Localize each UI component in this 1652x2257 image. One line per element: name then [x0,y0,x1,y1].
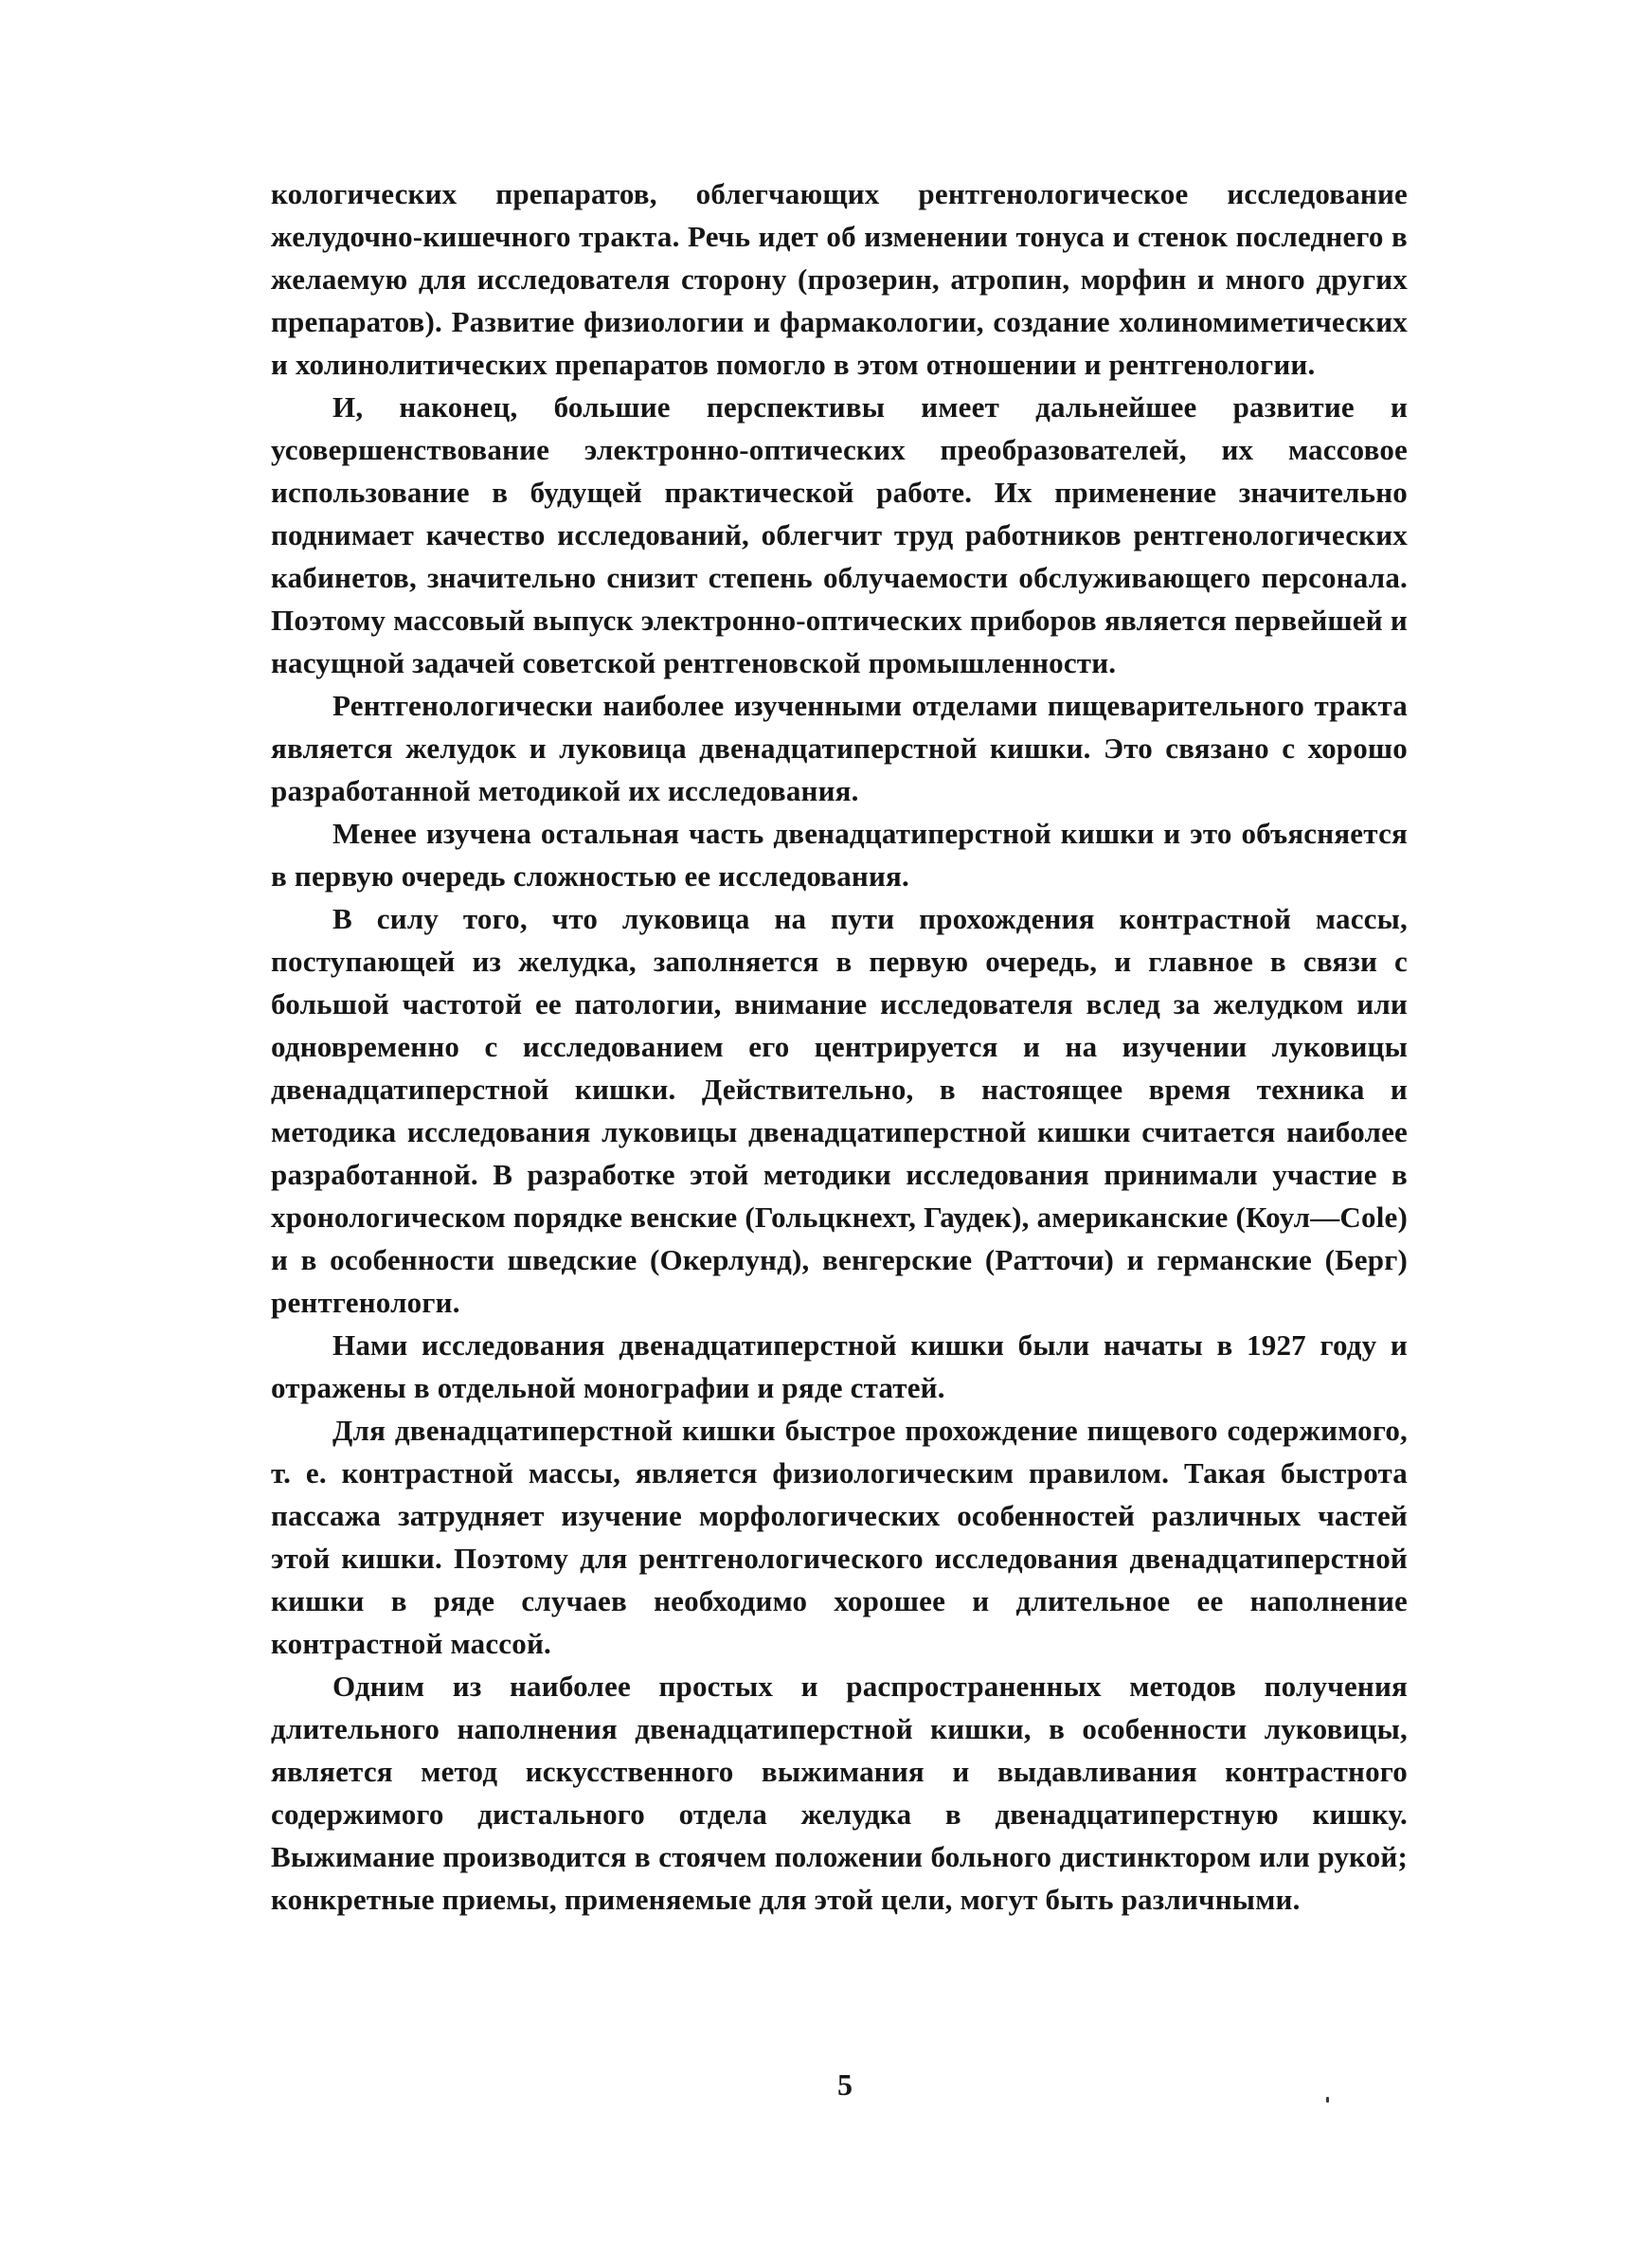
paragraph-continuation: кологических препаратов, облегчающих рентгенологическое исследование желудочно-кишечного тракта. Речь идет об изменении тонуса и стенок последнего в желаемую для исследователя сторону (прозерин, атропин, морфин и много других препаратов). Развитие физиологии и фармакологии, создание холиномиметических и холинолитических препаратов помогло в этом отношении и рентгенологии. [271,177,1408,381]
paragraph: В силу того, что луковица на пути прохождения контрастной массы, поступающей из желудка, заполняется в первую очередь, и главное в связи с большой частотой ее патологии, внимание исследователя вслед за желудком или одновременно с исследованием его центрируется и на изучении луковицы двенадцатиперстной кишки. Действительно, в настоящее время техника и методика исследования луковицы двенадцатиперстной кишки считается наиболее разработанной. В разработке этой методики исследования принимали участие в хронологическом порядке венские (Гольцкнехт, Гаудек), американские (Коул—Cole) и в особенности шведские (Окерлунд), венгерские (Ратточи) и германские (Берг) рентгенологи. [271,902,1408,1319]
body-text [271,172,1408,1921]
paragraph: И, наконец, большие перспективы имеет дальнейшее развитие и усовершенствование электронно-оптических преобразователей, их массовое использование в будущей практической работе. Их применение значительно поднимает качество исследований, облегчит труд работников рентгенологических кабинетов, значительно снизит степень облучаемости обслуживающего персонала. Поэтому массовый выпуск электронно-оптических приборов является первейшей и насущной задачей советской рентгеновской промышленности. [271,390,1408,679]
paragraph: Для двенадцатиперстной кишки быстрое прохождение пищевого содержимого, т. е. контрастной массы, является физиологическим правилом. Такая быстрота пассажа затрудняет изучение морфологических особенностей различных частей этой кишки. Поэтому для рентгенологического исследования двенадцатиперстной кишки в ряде случаев необходимо хорошее и длительное ее наполнение контрастной массой. [271,1414,1408,1660]
paragraph: Рентгенологически наиболее изученными отделами пищеварительного тракта является желудок и луковица двенадцатиперстной кишки. Это связано с хорошо разработанной методикой их исследования. [271,689,1408,807]
scan-speck [1326,2097,1329,2103]
paragraph: Одним из наиболее простых и распространенных методов получения длительного наполнения двенадцатиперстной кишки, в особенности луковицы, является метод искусственного выжимания и выдавливания контрастного содержимого дистального отдела желудка в двенадцатиперстную кишку. Выжимание производится в стоячем положении больного дистинктором или рукой; конкретные приемы, применяемые для этой цели, могут быть различными. [271,1670,1408,1916]
page-number: 5 [837,2067,853,2102]
paragraph: Менее изучена остальная часть двенадцатиперстной кишки и это объясняется в первую очередь сложностью ее исследования. [271,817,1408,893]
paragraph: Нами исследования двенадцатиперстной кишки были начаты в 1927 году и отражены в отдельной монографии и ряде статей. [271,1328,1408,1404]
